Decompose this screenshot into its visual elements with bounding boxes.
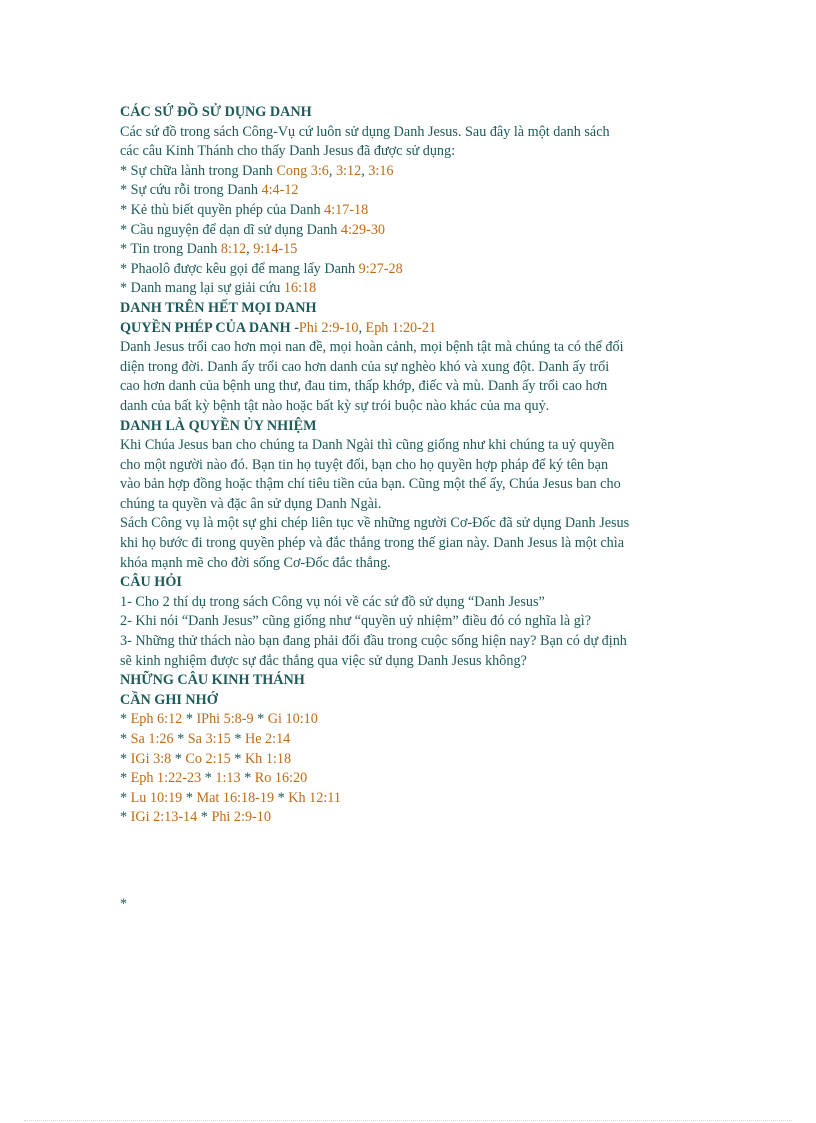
scripture-reference: IGi 2:13-14 [130,809,198,826]
section-heading: CẦN GHI NHỚ [120,691,218,708]
list-item [120,181,700,201]
list-item: * Tin trong Danh 8:12, 9:14-15 [120,241,298,258]
subheading-line: QUYỀN PHÉP CỦA DANH -Phi 2:9-10, Eph 1:20-21 [120,319,437,336]
scripture-reference: Eph 1:22-23 [130,770,202,787]
paragraph-line: Các sứ đồ trong sách Công-Vụ cứ luôn sử dụng Danh Jesus. Sau đây là một danh sách [120,123,610,140]
list-item-text: * Cầu nguyện để dạn dĩ sử dụng Danh [120,221,341,238]
section-heading: DANH LÀ QUYỀN ỦY NHIỆM [120,417,317,434]
verse-line: * IGi 3:8 * Co 2:15 * Kh 1:18 [120,750,292,767]
question-line: 1- Cho 2 thí dụ trong sách Công vụ nói về các sứ đồ sử dụng “Danh Jesus” [120,593,545,610]
subheading: QUYỀN PHÉP CỦA DANH - [120,319,299,336]
scripture-reference: 4:29-30 [340,221,386,238]
verse-line: * Lu 10:19 * Mat 16:18-19 * Kh 12:11 [120,789,341,806]
list-item-text: * Sự chữa lành trong Danh [120,162,277,179]
section-heading: CÂU HỎI [120,574,182,591]
question-line: sẽ kinh nghiệm được sự đắc thắng qua việc sử dụng Danh Jesus không? [120,652,527,669]
scripture-reference: 8:12 [220,241,247,258]
footer-asterisk: * [120,896,128,912]
scripture-reference: Co 2:15 [185,750,231,767]
memory-verse-list [120,710,700,828]
scripture-reference: 3:16 [368,162,394,179]
scripture-reference: 9:27-28 [358,260,403,277]
page-bottom-border [24,1120,792,1121]
list-item-text: * Tin trong Danh [120,241,221,258]
list-item [120,279,700,299]
scripture-reference: 4:4-12 [261,182,299,199]
paragraph-line: danh của bất kỳ bệnh tật nào hoặc bất kỳ sự trói buộc nào khác của ma quỷ. [120,397,550,414]
list-item-text: * Danh mang lại sự giải cứu [120,280,284,297]
scripture-reference: Sa 3:15 [187,731,231,747]
section-paragraph [120,123,700,162]
paragraph-line: cao hơn danh của bệnh ung thư, đau tim, thấp khớp, điếc và mù. Danh ấy trổi cao hơn [120,378,608,395]
scripture-reference: 9:14-15 [253,241,298,258]
scripture-reference: Eph 1:20-21 [365,319,437,336]
list-item-text: * Kẻ thù biết quyền phép của Danh [120,201,325,218]
verse-line: * Sa 1:26 * Sa 3:15 * He 2:14 [120,731,291,747]
verse-line: * Eph 6:12 * IPhi 5:8-9 * Gi 10:10 [120,711,318,728]
question-line: 2- Khi nói “Danh Jesus” cũng giống như “quyền uỷ nhiệm” điều đó có nghĩa là gì? [120,613,592,630]
list-item [120,221,700,241]
question-line: 3- Những thử thách nào bạn đang phải đối đầu trong cuộc sống hiện nay? Bạn có dự định [120,633,627,650]
scripture-reference: Phi 2:9-10 [211,809,271,826]
section-heading: CÁC SỨ ĐỒ SỬ DỤNG DANH [120,104,312,120]
scripture-reference: Mat 16:18-19 [196,789,275,806]
scripture-reference: IPhi 5:8-9 [196,711,254,728]
list-item-text: * Phaolô được kêu gọi để mang lấy Danh [120,260,359,277]
list-item: * Sự chữa lành trong Danh Cong 3:6, 3:12, 3:16 [120,162,394,179]
scripture-reference: Kh 1:18 [244,750,292,767]
scripture-reference: Ro 16:20 [254,770,308,787]
scripture-usage-list [120,162,700,299]
paragraph-line: khi họ bước đi trong quyền phép và đắc thắng trong thế gian này. Danh Jesus là một chìa [120,535,625,552]
scripture-reference: Sa 1:26 [130,731,174,747]
list-item-text: * Sự cứu rỗi trong Danh [120,182,262,199]
paragraph-line: chúng ta quyền và đặc ân sử dụng Danh Ngài. [120,495,382,512]
scripture-reference: Lu 10:19 [130,789,183,806]
scripture-reference: 4:17-18 [324,201,369,218]
verse-line: * IGi 2:13-14 * Phi 2:9-10 [120,809,271,826]
paragraph-line: diện trong đời. Danh ấy trổi cao hơn danh của sự nghèo khó và xung đột. Danh ấy trổi [120,358,610,375]
list-item [120,201,700,221]
scripture-reference: Cong 3:6 [276,162,329,179]
paragraph-line: vào bản hợp đồng hoặc thậm chí tiêu tiền của bạn. Cũng một thể ấy, Chúa Jesus ban cho [120,476,621,493]
scripture-reference: Gi 10:10 [267,711,318,728]
paragraph-line: các câu Kinh Thánh cho thấy Danh Jesus đã được sử dụng: [120,143,456,160]
scripture-reference: 3:12 [335,162,362,179]
paragraph-line: Khi Chúa Jesus ban cho chúng ta Danh Ngài thì cũng giống như khi chúng ta uỷ quyền [120,437,615,454]
section-paragraph [120,436,700,573]
scripture-reference: 1:13 [215,770,241,787]
section-heading: NHỮNG CÂU KINH THÁNH [120,672,305,689]
scripture-reference: IGi 3:8 [130,750,172,767]
paragraph-line: Sách Công vụ là một sự ghi chép liên tục về những người Cơ-Đốc đã sử dụng Danh Jesus [120,515,630,532]
paragraph-line: khóa mạnh mẽ cho đời sống Cơ-Đốc đắc thắng. [120,554,391,571]
scripture-reference: Kh 12:11 [288,789,341,806]
scripture-reference: 16:18 [283,280,317,297]
list-item [120,260,700,280]
paragraph-line: cho một người nào đó. Bạn tin họ tuyệt đối, bạn cho họ quyền hợp pháp để ký tên bạn [120,456,609,473]
section-heading: DANH TRÊN HẾT MỌI DANH [120,299,317,316]
scripture-reference: He 2:14 [244,731,291,747]
scripture-reference: Phi 2:9-10 [298,319,359,336]
question-list [120,593,700,671]
scripture-reference: Eph 6:12 [130,711,183,728]
paragraph-line: Danh Jesus trổi cao hơn mọi nan đề, mọi hoàn cảnh, mọi bệnh tật mà chúng ta có thể đối [120,339,624,356]
section-paragraph [120,338,700,416]
verse-line: * Eph 1:22-23 * 1:13 * Ro 16:20 [120,770,308,787]
document-page [120,103,700,828]
